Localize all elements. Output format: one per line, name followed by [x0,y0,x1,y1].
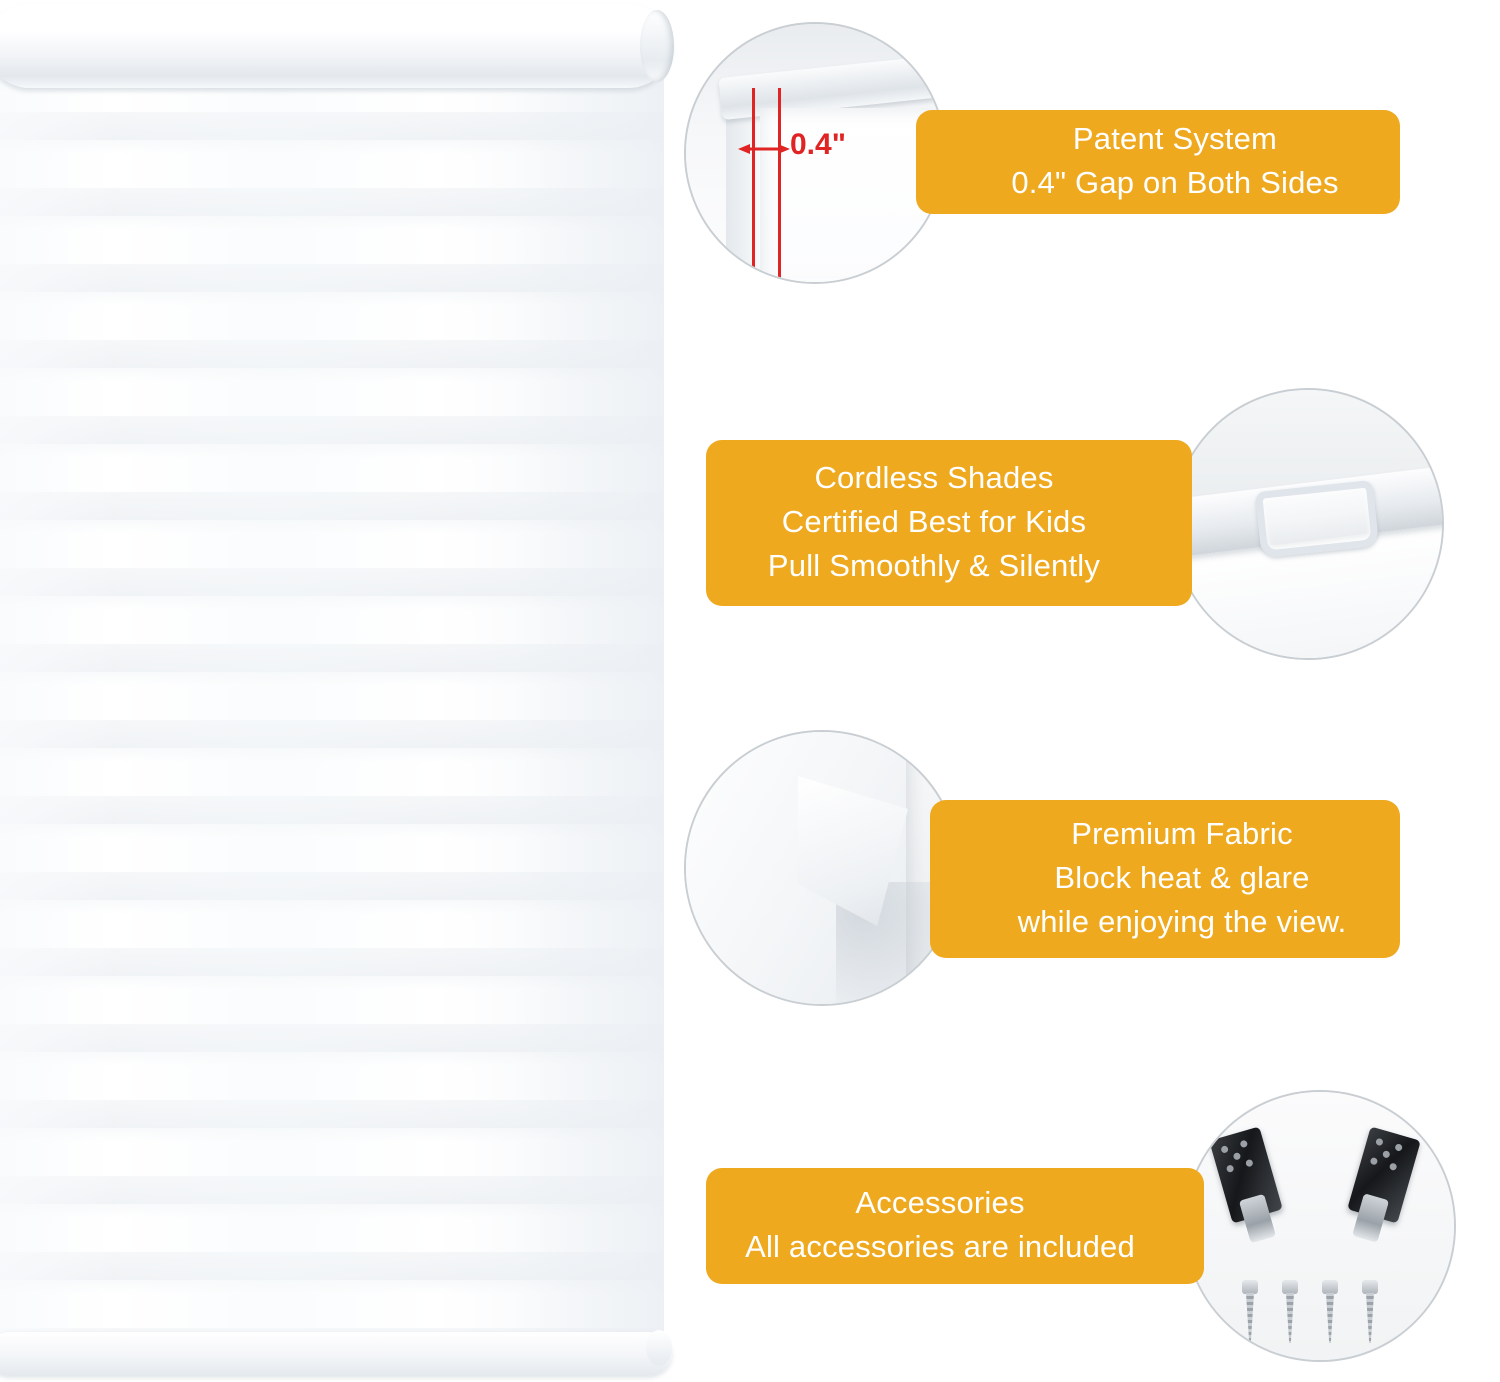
head-rail-end-cap [640,10,674,82]
mounting-bracket-right [1347,1126,1421,1223]
fabric-corner-scene [686,732,958,1004]
callout-cordless-shades [706,440,1192,606]
screw [1322,1280,1338,1342]
screw [1362,1280,1378,1342]
screw [1242,1280,1258,1342]
bracket-screw-holes [1368,1138,1410,1180]
callout-line: Accessories [855,1184,1025,1220]
callout-line: Certified Best for Kids [781,504,1087,539]
callout-line: Cordless Shades [814,459,1054,495]
measure-arrow-icon [738,142,790,156]
feature-accessories-photo [1184,1090,1456,1362]
shade-fabric [0,78,664,1363]
bracket-screw-holes [1220,1138,1262,1180]
handle-closeup-scene [1174,390,1442,658]
callout-patent-system [916,110,1400,214]
shade-head-rail [0,4,672,88]
callout-line: Block heat & glare [1054,860,1310,895]
feature-patent-system-photo [684,22,946,284]
mounting-bracket-left [1209,1126,1283,1223]
gap-measurement-label: 0.4" [790,128,846,161]
callout-line: Premium Fabric [1071,815,1293,851]
callout-line: 0.4" Gap on Both Sides [1011,165,1339,200]
measure-line-right [778,88,781,284]
callout-accessories [706,1168,1204,1284]
bracket-metal-tongue [1239,1194,1276,1243]
measure-line-left [752,88,755,284]
callout-premium-fabric [930,800,1400,958]
bottom-rail-end-cap [646,1330,672,1366]
accessories-scene [1186,1092,1454,1360]
callout-line: Patent System [1072,120,1278,156]
screw [1282,1280,1298,1342]
shade-bottom-rail [0,1332,672,1376]
callout-line: while enjoying the view. [1017,904,1347,940]
callout-line: Pull Smoothly & Silently [767,548,1101,584]
gap-closeup-scene [686,24,944,282]
callout-line: All accessories are included [745,1229,1135,1264]
pull-handle [1255,480,1379,558]
feature-cordless-photo [1172,388,1444,660]
feature-premium-fabric-photo [684,730,960,1006]
bracket-metal-tongue [1352,1193,1389,1242]
product-shade-photo [0,0,676,1382]
